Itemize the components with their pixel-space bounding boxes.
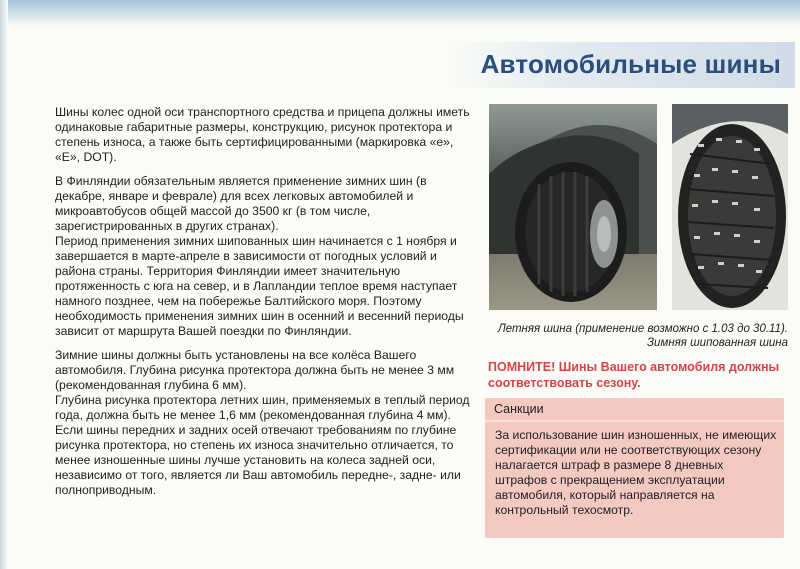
top-decor-band xyxy=(0,0,800,26)
photo-caption xyxy=(489,322,788,350)
paragraph-axle-wear: Если шины передних и задних осей отвечают требованиям по глубине рисунка протектора, но степень их износа значительно отличается, то менее изношенные шины лучше установить на колеса задней оси, независимо от того, является ли Ваш автомобиль передне-, задне- или полноприводным. xyxy=(55,423,461,497)
winter-studded-tire-photo xyxy=(672,104,788,310)
paragraph-uniform-tires: Шины колес одной оси транспортного средства и прицепа должны иметь одинаковые габаритные размеры, конструкцию, рисунок протектора и степень износа, а также быть сертифицированными (маркировка «е», «Е», DOT). xyxy=(55,105,470,164)
caption-winter-tire: Зимняя шипованная шина xyxy=(646,337,788,349)
paragraph-studded-period: Период применения зимних шипованных шин начинается с 1 ноября и завершается в марте-апреле в зависимости от погодных условий и района страны. Территория Финляндии имеет значительную протяженность с юга на север, и в Лапландии теплое время наступает намного позднее, чем на побережье Балтийского моря. Поэтому необходимость применения зимних шин в осенний и весенний периоды зависит от маршрута Вашей поездки по Финляндии. xyxy=(55,234,464,338)
season-reminder: ПОМНИТЕ! Шины Вашего автомобиля должны соответствовать сезону. xyxy=(488,360,780,390)
sanctions-divider xyxy=(485,420,784,422)
page-title: Автомобильные шины xyxy=(480,49,781,79)
title-bar xyxy=(445,42,795,88)
sanctions-text: За использование шин изношенных, не имеющих сертификации или не соответствующих сезону налагается штраф в размере 8 дневных штрафов с прекращением эксплуатации автомобиля, который направляется на контрольный техосмотр. xyxy=(495,428,777,517)
sanctions-heading: Санкции xyxy=(494,402,544,416)
summer-tire-photo xyxy=(489,104,657,310)
paragraph-winter-tread-depth: Зимние шины должны быть установлены на все колёса Вашего автомобиля. Глубина рисунка протектора должна быть не менее 3 мм (рекомендованная глубина 6 мм). xyxy=(55,348,455,392)
left-decor-edge xyxy=(0,0,8,569)
tire-photos xyxy=(489,104,788,310)
paragraph-winter-mandatory: В Финляндии обязательным является применение зимних шин (в декабре, январе и феврале) для всех легковых автомобилей и микроавтобусов общей массой до 3500 кг (в том числе, зарегистрированных в других странах). xyxy=(55,174,427,233)
sanctions-box xyxy=(485,398,784,538)
caption-summer-tire: Летняя шина (применение возможно с 1.03 до 30.11). xyxy=(497,323,788,335)
main-text-column xyxy=(55,105,473,498)
paragraph-summer-tread-depth: Глубина рисунка протектора летних шин, применяемых в теплый период года, должна быть не менее 1,6 мм (рекомендованная глубина 4 мм). xyxy=(55,393,470,422)
